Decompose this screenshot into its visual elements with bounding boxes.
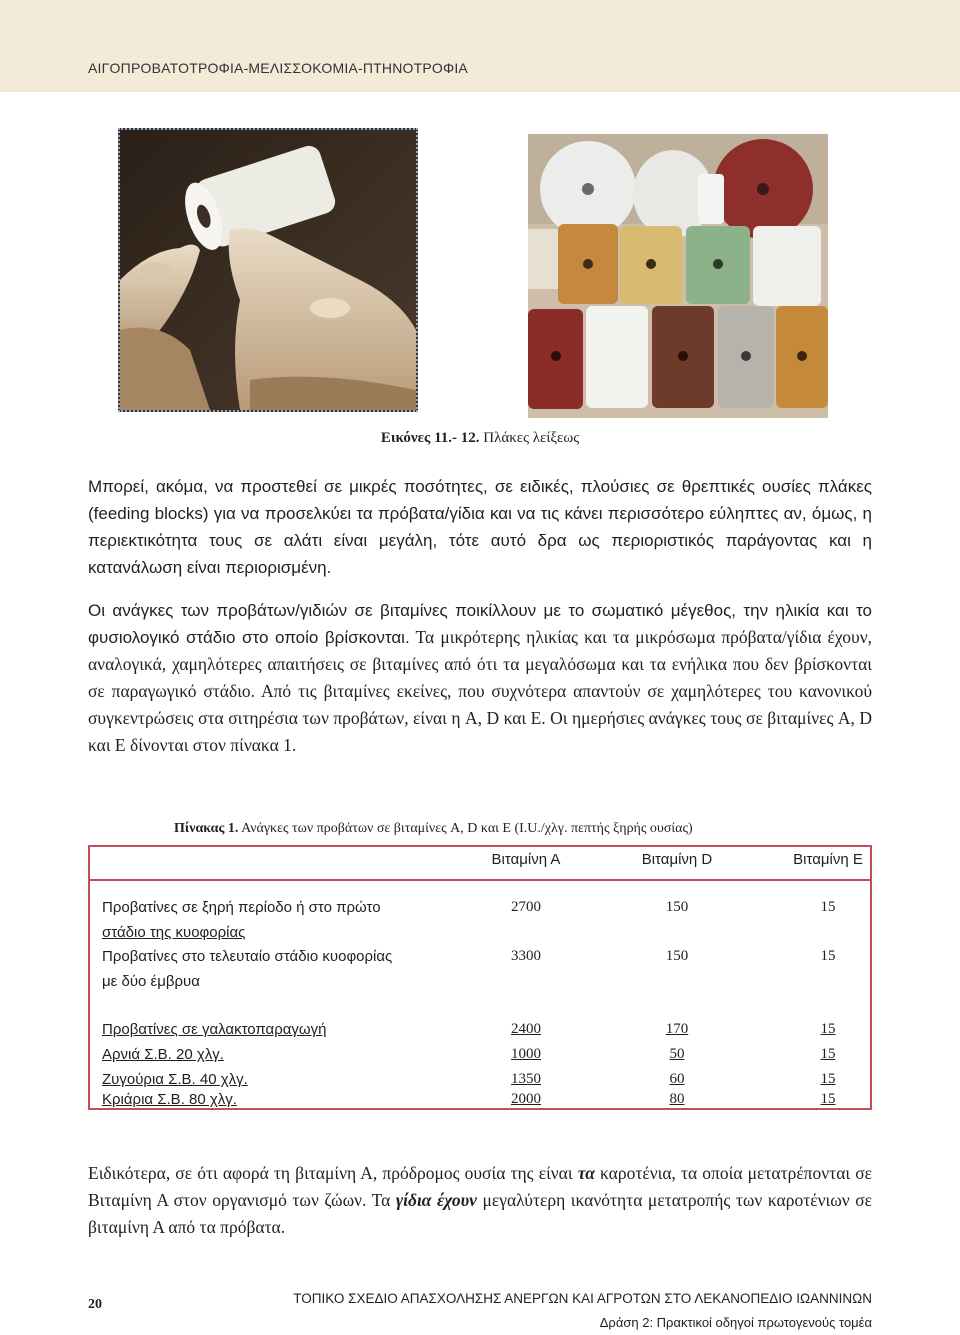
row-label: Προβατίνες σε γαλακτοπαραγωγή	[102, 1021, 327, 1038]
table-caption-text: Ανάγκες των προβάτων σε βιταμίνες A, D και E (I.U./χλγ. πεπτής ξηρής ουσίας)	[238, 821, 693, 836]
footer-subtitle: Δράση 2: Πρακτικοί οδηγοί πρωτογενούς τομέα	[599, 1315, 872, 1330]
paragraph-vitamin-needs-intro: Οι ανάγκες των προβάτων/γιδιών σε βιταμίνες ποικίλλουν με το σωματικό μέγεθος, την ηλικία και το φυσιολογικό στάδιο στο οποίο βρίσκονται.	[88, 601, 872, 647]
header-vitamin-e: Βιταμίνη Ε	[793, 851, 863, 868]
paragraph-carotenes-emphasis1: τα	[577, 1163, 595, 1183]
paragraph-carotenes-text2: καροτένια, τα οποία μετατρέπονται σε Βιταμίνη Α στον οργανισμό των ζώων. Τα	[88, 1163, 872, 1210]
page-number: 20	[88, 1297, 102, 1312]
cell-vitamin-d: 60	[669, 1071, 685, 1087]
cell-vitamin-a: 1000	[511, 1046, 541, 1062]
figure-caption-text: Πλάκες λείξεως	[479, 430, 580, 446]
cell-vitamin-e: 15	[820, 1021, 836, 1037]
header-vitamin-a: Βιταμίνη Α	[491, 851, 561, 868]
row-label	[102, 944, 442, 994]
footer-title: ΤΟΠΙΚΟ ΣΧΕΔΙΟ ΑΠΑΣΧΟΛΗΣΗΣ ΑΝΕΡΓΩΝ ΚΑΙ ΑΓΡΟΤΩΝ ΣΤΟ ΛΕΚΑΝΟΠΕΔΙΟ ΙΩΑΝΝΙΝΩΝ	[293, 1291, 872, 1306]
paragraph-carotenes-emphasis2: γίδια έχουν	[395, 1190, 477, 1210]
cell-vitamin-e: 15	[820, 1071, 836, 1087]
header-title: ΑΙΓΟΠΡΟΒΑΤΟΤΡΟΦΙΑ-ΜΕΛΙΣΣΟΚΟΜΙΑ-ΠΤΗΝΟΤΡΟΦΙΑ	[88, 60, 468, 76]
sheep-lick-block-photo	[118, 128, 418, 412]
figure-caption	[0, 430, 960, 447]
paragraph-carotenes-text1: Ειδικότερα, σε ότι αφορά τη βιταμίνη Α, πρόδρομος ουσία της είναι	[88, 1163, 578, 1183]
cell-vitamin-d: 50	[669, 1046, 685, 1062]
figure-caption-label: Εικόνες 11.- 12.	[380, 430, 480, 446]
cell-vitamin-d: 170	[665, 1021, 689, 1037]
table-caption	[174, 821, 693, 837]
cell-vitamin-e: 15	[820, 1091, 836, 1107]
cell-vitamin-e: 15	[820, 899, 836, 915]
paragraph-vitamin-needs	[88, 597, 872, 759]
row-label-line2: με δύο έμβρυα	[102, 973, 200, 990]
row-label: Κριάρια Σ.Β. 80 χλγ.	[102, 1091, 237, 1108]
cell-vitamin-a: 2700	[511, 899, 541, 915]
header-band	[0, 0, 960, 92]
row-label	[102, 895, 442, 945]
cell-vitamin-a: 1350	[511, 1071, 541, 1087]
paragraph-feeding-blocks: Μπορεί, ακόμα, να προστεθεί σε μικρές ποσότητες, σε ειδικές, πλούσιες σε θρεπτικές ουσίες πλάκες (feeding blocks) για να προσελκύει τα πρόβατα/γίδια και να τις κάνει περισσότερο εύληπτες αν, όμως, η περιεκτικότητα τους σε αλάτι είναι μεγάλη, τότε αυτό δρα ως περιοριστικός παράγοντας και η κατανάλωση είναι περιορισμένη.	[88, 477, 872, 577]
cell-vitamin-e: 15	[820, 1046, 836, 1062]
cell-vitamin-e: 15	[820, 948, 836, 964]
paragraph-carotenes	[88, 1160, 872, 1241]
cell-vitamin-a: 3300	[511, 948, 541, 964]
row-label-line1: Προβατίνες στο τελευταίο στάδιο κυοφορίας	[102, 948, 393, 965]
row-label-line1: Προβατίνες σε ξηρή περίοδο ή στο πρώτο	[102, 899, 381, 916]
row-label: Αρνιά Σ.Β. 20 χλγ.	[102, 1046, 224, 1063]
row-label: Ζυγούρια Σ.Β. 40 χλγ.	[102, 1071, 248, 1088]
paragraph-vitamin-needs-body: Τα μικρότερης ηλικίας και τα μικρόσωμα πρόβατα/γίδια έχουν, αναλογικά, χαμηλότερες απαιτήσεις σε βιταμίνες από ότι τα μεγαλόσωμα και τα ενήλικα που δεν βρίσκονται σε παραγωγικό στάδιο. Από τις βιταμίνες εκείνες, που συχνότερα απαντούν σε χαμηλότερες του κανονικού συγκεντρώσεις στα σιτηρέσια των προβάτων, είναι η A, D και E. Οι ημερήσιες ανάγκες τους σε βιταμίνες A, D και E δίνονται στον πίνακα 1.	[88, 627, 872, 755]
cell-vitamin-d: 150	[665, 899, 689, 915]
cell-vitamin-a: 2400	[511, 1021, 541, 1037]
vitamin-table-header	[90, 847, 870, 881]
cell-vitamin-d: 150	[665, 948, 689, 964]
paragraph-carotenes-text3: μεγαλύτερη ικανότητα μετατροπής των καροτένιων σε βιταμίνη Α από τα πρόβατα.	[88, 1190, 872, 1237]
cell-vitamin-a: 2000	[511, 1091, 541, 1107]
cell-vitamin-d: 80	[669, 1091, 685, 1107]
table-caption-label: Πίνακας 1.	[174, 821, 239, 836]
row-label-line2: στάδιο της κυοφορίας	[102, 924, 246, 941]
vitamin-table	[88, 845, 872, 1110]
colored-lick-blocks-photo	[528, 134, 828, 418]
header-vitamin-d: Βιταμίνη D	[641, 851, 713, 868]
